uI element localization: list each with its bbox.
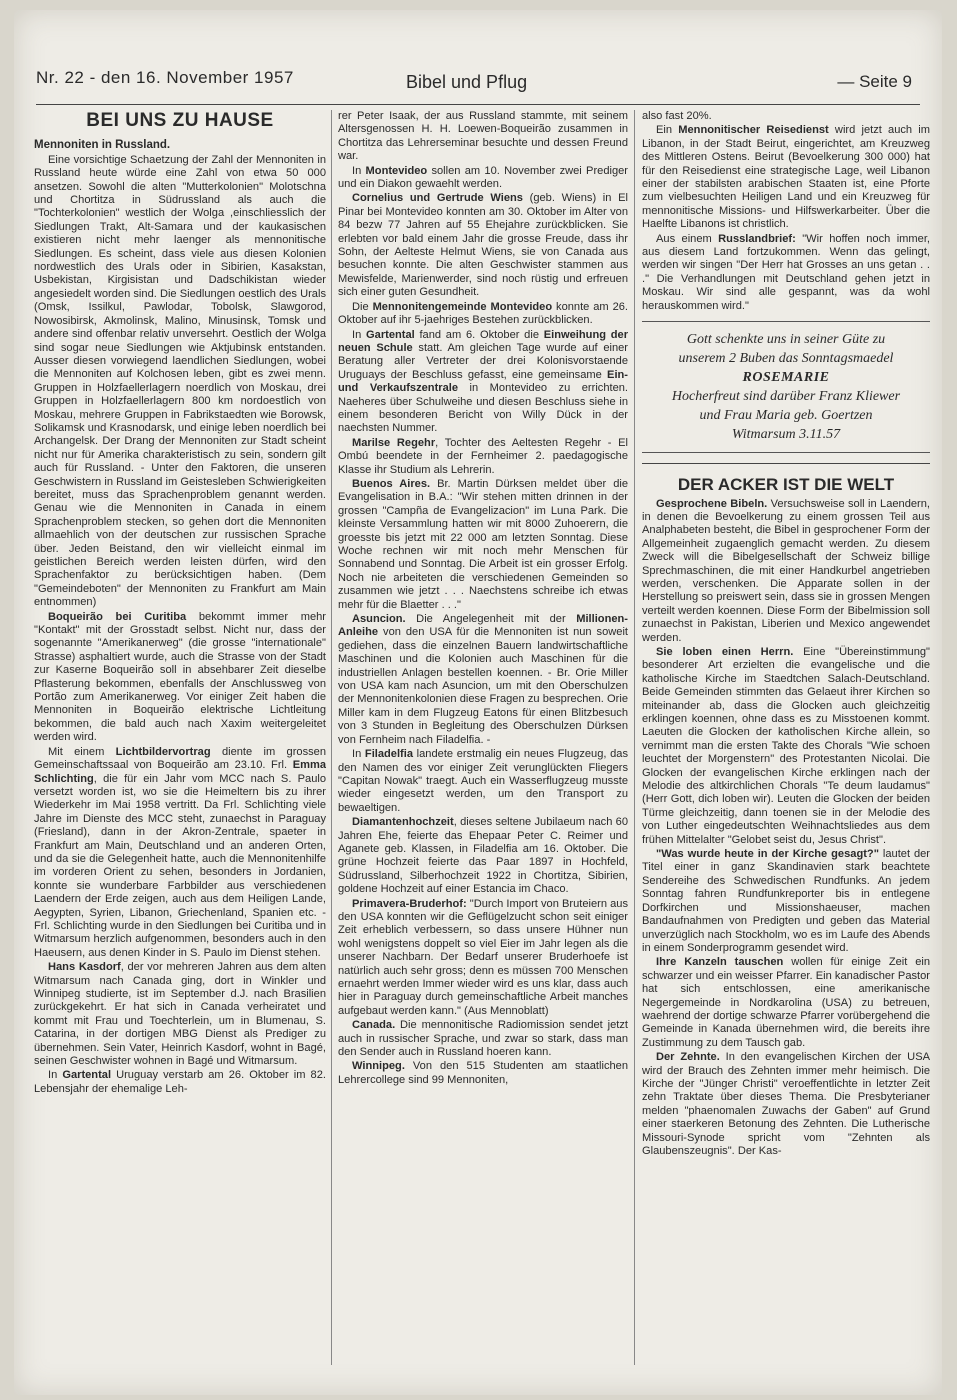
article-text: Uruguay verstarb am 26. Oktober im 82. Lebensjahr der ehemalige Leh- <box>34 1069 326 1095</box>
article-paragraph <box>642 956 930 1050</box>
paper-title: Bibel und Pflug <box>406 72 528 92</box>
article-paragraph <box>642 498 930 645</box>
notice-line: und Frau Maria geb. Goertzen <box>699 408 873 424</box>
article-text: Die <box>352 300 373 313</box>
article-paragraph <box>338 192 628 299</box>
article-text: wollen für einige Zeit ein schwarzer und ein weisser Pfarrer. Ein kanadischer Pastor hat sich entschlossen, eine amerikanische Negergemeinde in Nordkarolina (USA) zu betreuen, waehrend der dortige schwarze Pfarrer vorübergehend die Gemeinde in Kanada übernehmen wird, die bereits ihre Zustimmung zu dem Tausch gab. <box>642 956 930 1049</box>
article-paragraph <box>642 646 930 847</box>
article-lead: Diamantenhochzeit <box>352 816 454 829</box>
article-text: Die mennonitische Radiomission sendet jetzt auch in russischer Sprache, und zwar so stark, dass man den Sender auch in Russland hoeren kann. <box>338 1019 628 1059</box>
article-lead: Der Zehnte. <box>656 1051 720 1064</box>
notice-line: Gott schenkte uns in seiner Güte zu <box>686 332 886 348</box>
column-divider <box>634 110 635 1365</box>
section-heading: DER ACKER IST DIE WELT <box>642 463 930 491</box>
article-text: Von den 515 Studenten am staatlichen Lehrercollege sind 99 Mennoniten, <box>338 1060 628 1086</box>
article-lead: "Was wurde heute in der Kirche gesagt?" <box>656 848 879 861</box>
article-text: Aus einem <box>656 232 719 245</box>
article-lead: Sie loben einen Herrn. <box>656 645 794 658</box>
article-lead: Lichtbildervortrag <box>115 745 211 758</box>
newspaper-page <box>14 10 942 1395</box>
article-lead: Einweihung der neuen Schule <box>338 328 628 354</box>
page-number: — Seite 9 <box>837 72 912 91</box>
article-text: , der vor mehreren Jahren aus dem alten Witmarsum nach Canada ging, dort in Winkler und Winnipeg studierte, ist im September d.J. nach Brasilien zurückgekehrt. Er hat sich in Canada verheiratet und kommt mit Frau und Toechterlein, um in Blumenau, S. Catarina, in der dortigen MBG Dienst als Prediger zu übernehmen. Sein Vater, Heinrich Kasdorf, wohnt in Bagé, seinen Geschwister wohnen in Bagé und Witmarsum. <box>34 961 326 1068</box>
article-lead: Canada. <box>352 1019 396 1032</box>
article-lead: Asuncion. <box>352 613 406 626</box>
article-lead: Filadelfia <box>364 748 414 761</box>
article-lead: Cornelius und Gertrude Wiens <box>352 192 523 205</box>
article-lead: Boqueirão bei Curitiba <box>48 610 187 623</box>
masthead-rule <box>36 104 920 105</box>
article-paragraph <box>338 437 628 477</box>
article-lead: Emma Schlichting <box>34 759 326 785</box>
article-paragraph <box>34 611 326 745</box>
article-paragraph: Eine vorsichtige Schaetzung der Zahl der Mennoniten in Russland heute würde eine Zahl von etwa 50 000 ansetzen. Sowohl die alten "Mutterkolonien" Molotschna und Chortitza in Südrussland als auch die "Tochterkolonien" westlich der Wolga ,einschliesslich der Siedlungen Trakt, Alt-Samara und der kaukasischen existieren nicht mehr laenger als mennonitische Siedlungen. Es scheint, dass viele aus diesen Kolonien nordwestlich des Urals oder in Sibirien, Kasakstan, Usbekistan, Kirgisistan und Dadschikistan wieder angesiedelt worden sind. Die Siedlungen oestlich des Urals (Omsk, Issilkul, Pawlodar, Tobolsk, Slawgorod, Nowosibirsk, Akmolinsk, Malino, Minusinsk, Tomsk und andere sind offenbar relativ unversehrt. Oestlich der Wolga sind sogar neue Siedlungen wie Aktjubinsk entstanden. Ausser diesen vorwiegend laendlichen Siedlungen, wobei die Mennoniten auf Kolchosen leben, gibt es zwei menn. Gruppen in Holzfaellerlagern noerdlich von Moskau, drei Gruppen in Holzfaellerlagern 800 km nordoestlich von Moskau, mehrere Gruppen in Fabrikstaedten wie Borowsk, Solikamsk und Krasnodarsk, und einige leben noerdlich bei Archangelsk. Der Drang der Mennoniten zur Stadt scheint nicht nur für Amerika charakteristisch zu sein, sondern gilt auch für Russland. - Unter den Faktoren, die unseren Geschwistern in Russland im Geistesleben Schwierigkeiten bereitet, muss das Sprachenproblem genannt werden. Genau wie die Mennoniten in Canada in einem Sprachenproblem stecken, so gehen dort die Mennoniten allmaehlich von der deutschen zur russischen Sprache über. Jeden Beistand, den wir vielleicht einmal im geistlichen Bereich werden leisten dürfen, wird den Sprachenfaktor zu berücksichtigen haben. (Dem "Gemeindeboten" der Mennoniten zu Frankfurt am Main entnommen) <box>34 153 326 609</box>
article-lead: Gartental <box>366 328 415 341</box>
article-text: diente im grossen Gemeinschaftssaal von Boqueirão am 23.10. Frl. <box>34 745 326 772</box>
article-lead: Mennonitengemeinde Montevideo <box>372 300 553 313</box>
article-paragraph: rer Peter Isaak, der aus Russland stammte, mit seinem Altersgenossen H. H. Loewen-Boqueirão zusammen in Chortitza das Lehrerseminar besuchte und dessen Freund war. <box>338 110 628 163</box>
column-3 <box>642 110 930 1371</box>
notice-line: Hocherfreut sind darüber Franz Kliewer <box>671 389 901 405</box>
article-paragraph <box>338 1060 628 1087</box>
article-text: "Wir hoffen noch immer, aus diesem Land fortzukommen. Wenn das gelingt, werden wir singen "Der Herr hat Grosses an uns getan . . ." Die Verhandlungen mit Deutschland gehen jetzt in Moskau. Wir sind alle gespannt, was da wohl herauskommen wird." <box>642 232 930 312</box>
article-lead: Winnipeg. <box>352 1060 405 1073</box>
article-text: "Durch Import von Bruteiern aus den USA konnten wir die Geflügelzucht schon seit einiger Zeit erheblich verbessern, so dass unsere Hühner nun wohl wenigstens doppelt so viel Eier im Jahr legen als die unserer Nachbarn. Der Bedarf unserer Bruderhoefe ist natürlich auch sehr gross; denn es müssen 700 Menschen ernaehrt werden Immer wieder wird es uns klar, dass auch hier in Paraguay durch gemeinschaftliche Arbeit manches aufgebaut werden kann." (Aus Mennoblatt) <box>338 897 628 1017</box>
article-paragraph <box>34 961 326 1068</box>
article-paragraph <box>338 1019 628 1059</box>
column-divider <box>331 110 332 1365</box>
article-lead: Mennonitischer Reisedienst <box>678 124 829 137</box>
birth-announcement <box>642 321 930 453</box>
article-text: konnte am 26. Oktober auf ihr 5-jaehriges Bestehen zurückblicken. <box>338 300 628 327</box>
article-text: wird jetzt auch im Libanon, in der Stadt Beirut, eingerichtet, am Kreuzweg des Mittleren Ostens. Beirut (Bevoelkerung 300 000) hat für den Reisedienst eine strategische Lage, weil Libanon einer der stabilsten arabischen Staaten ist, eine Pforte zum vielbesuchten Heiligen Land und ein Kreuzweg für mennonitische Missions- und Hilfswerkarbeiter. Über die Haelfte Libanons ist christlich. <box>642 124 930 231</box>
article-lead: Russlandbrief: <box>718 232 796 245</box>
article-text: Die Angelegenheit mit der <box>405 613 577 626</box>
article-text: sollen am 10. November zwei Prediger und ein Diakon gewaehlt werden. <box>338 164 628 191</box>
article-text: In <box>352 328 367 341</box>
article-paragraph <box>338 613 628 747</box>
article-text: (geb. Wiens) in El Pinar bei Montevideo konnten am 30. Oktober im Alter von 84 bezw 77 Jahren auf 55 Ehejahre zurückblicken. Sie erlebten vor bald einem Jahr die grosse Freude, dass ihr Sohn, der Aelteste Helmut Wiens, sie von Canada aus besuchen konnte. Die alten Geschwister stammen aus Mewisfelde, Marienwerder, sind noch rüstig und erfreuen sich einer guten Gesundheit. <box>338 192 628 299</box>
article-paragraph: also fast 20%. <box>642 110 712 122</box>
article-text: Ein <box>656 124 679 137</box>
article-paragraph <box>338 748 628 815</box>
article-lead: Ein- und Verkaufszentrale <box>338 368 628 395</box>
article-paragraph <box>338 329 628 436</box>
column-1 <box>34 110 326 1371</box>
article-text: von den USA für die Mennoniten ist nun soweit gediehen, dass die einzelnen Bauern landwirtschaftliche Maschinen und die Kolonien auch Maschinen für die industriellen Anlagen bestellen koennen. - Br. Orie Miller von USA kam nach Asuncion, um mit den Oberschulzen der Mennonitenkolonien diese Fragen zu besprechen. Orie Miller kam in dem Flugzeug Eatons für einen Blitzbesuch von 3 Stunden in Begleitung des Oberschulzen Dürksen von Fernheim nach Filadelfia. - <box>338 626 628 746</box>
article-text: Eine "Übereinstimmung" besonderer Art erzielten die evangelische und die katholische Kirche im Staedtchen Salach-Deutschland. Beide Gemeinden stimmten das Gelaeut ihrer Kirchen so miteinander ab, dass die Glocken auch gleichzeitig erklingen koennen, ohne dass es zu Misstoenen kommt. Laeuten die Glocken der katholischen Kirche allein, so vernimmt man die ersten Takte des Chorals "Wie schoen leuchtet der Morgenstern" des Protestanten Nicolai. Die Glocken der evangelischen Kirche erklingen nach der Melodie des altkirchlichen Chorals "Te deum laudamus" (Herr Gott, dich loben wir). Leuten die Glocken der beiden Türme gleichzeitig, dann toenen sie in der Melodie des von Luther eingedeutschten Weihnachtsliedes aus dem frühen Mittelalter "Gelobet seist du, Jesus Christ". <box>642 645 930 846</box>
notice-child-name: ROSEMARIE <box>742 370 830 386</box>
article-subhead: Mennoniten in Russland. <box>34 139 171 152</box>
article-lead: Hans Kasdorf <box>48 961 121 974</box>
article-text: in Montevideo zu errichten. Naeheres über Schulweihe und diesen Beschluss siehe in einem besonderen Bericht von Willy Dück in der naechsten Nummer. <box>338 382 628 435</box>
article-text: Br. Martin Dürksen meldet über die Evangelisation in B.A.: "Wir stehen mitten drinnen in der grossen "Campña de Evangelizacion" im Luna Park. Die kleinste Versammlung hatten wir mit 8000 Zuhoerern, die groesste bis jetzt mit 22 000 am letzten Sonntag. Diese Woche rechnen wir mit noch mehr Menschen für Sonnabend und Sonntag. Die Arbeit ist ein grosser Erfolg. Noch nie arbeiteten die verschiedenen Gemeinden so zusammen wie jetzt . . . Naechstens schreibe ich etwas mehr für die Blaetter . . ." <box>338 477 628 611</box>
notice-line: unserem 2 Buben das Sonntagsmaedel <box>678 351 894 367</box>
article-paragraph <box>338 816 628 896</box>
article-text: In <box>48 1069 63 1082</box>
section-heading: BEI UNS ZU HAUSE <box>86 110 274 131</box>
issue-date: Nr. 22 - den 16. November 1957 <box>36 68 294 87</box>
article-lead: Millionen-Anleihe <box>338 613 628 639</box>
article-paragraph <box>642 848 930 955</box>
article-paragraph <box>338 165 628 192</box>
article-text: , die für ein Jahr vom MCC nach S. Paulo versetzt worden ist, wo sie die Heimeltern bis zu ihrer Wiederkehr im Mai 1958 vertritt. Da Frl. Schlichting viele Jahre im Dienste des MCC steht, zunaechst in Paraguay (Friesland), dann in der Akron-Zentrale, spaeter in Frankfurt am Main, Deutschland und an anderen Orten, und da sie die Gelegenheit hatte, auch die Mennonitenhilfe im vorderen Orient zu sehen, besonders in Jordanien, konnte sie wunderbare Farbbilder aus verschiedenen Laendern der Erde zeigen, auch aus dem Heiligen Lande, Aegypten, Syrien, Libanon, Griechenland, Spanien etc. - Frl. Schlichting wurde in den Siedlungen bei Curitiba und in Witmarsum herzlich aufgenommen, besonders auch in den Haeusern, aus denen Kinder in S. Paulo im Dienst stehen. <box>34 772 326 959</box>
column-2 <box>338 110 628 1371</box>
article-text: statt. Am gleichen Tage wurde auf einer Beratung aller Vertreter der drei Kolonisvorstaende Uruguays der Beschluss gefasst, eine gemeinsame <box>338 341 628 381</box>
article-paragraph <box>34 746 326 961</box>
masthead <box>36 62 920 102</box>
article-text: , Tochter des Aeltesten Regehr - El Ombú beendete in der Fernheimer 2. paedagogische Klasse ihr Studium als Lehrerin. <box>338 436 628 476</box>
article-paragraph <box>642 233 930 313</box>
article-text: bekommt immer mehr "Kontakt" mit der Grosstadt selbst. Nicht nur, dass der sogenannte "Amerikanerweg" (die grosse "internationale" Strasse) asphaltiert wurde, auch die Strasse von der Stadt zur Kaserne Boqueirão soll in absehbarer Zeit dieselbe Pflasterung bekommen, ebenfalls der Anschlussweg von Portão zum Amerikanerweg. Vor einiger Zeit haben die Mennoniten in Boqueirão elektrische Lichtleitung bekommen, die bald auch nach Xaxim weitergeleitet werden wird. <box>34 610 326 744</box>
article-text: Mit einem <box>48 745 116 758</box>
notice-line: Witmarsum 3.11.57 <box>731 427 841 443</box>
article-paragraph <box>338 898 628 1019</box>
article-paragraph <box>338 301 628 328</box>
article-lead: Primavera-Bruderhof: <box>352 897 467 910</box>
article-lead: Buenos Aires. <box>352 477 431 490</box>
article-text: In <box>352 164 366 177</box>
article-paragraph <box>34 1069 326 1096</box>
article-text: , dieses seltene Jubilaeum nach 60 Jahren Ehe, feierte das Ehepaar Peter C. Reimer und Aganete geb. Klassen, in Filadelfia am 16. Oktober. Die grüne Hochzeit feierte das Paar 1897 in Hochfeld, Südrussland, Silberhochzeit 1922 in Chortitza, Sibirien, goldene Hochzeit auf einer Estancia im Chaco. <box>338 816 628 896</box>
article-lead: Gesprochene Bibeln. <box>656 497 768 510</box>
article-paragraph <box>338 478 628 612</box>
article-text: Versuchsweise soll in Laendern, in denen die Bevoelkerung zu einem grossen Teil aus Analphabeten besteht, die Bibel in gesprochener Form der Allgemeinheit zugaenglich gemacht werden. Zu diesem Zweck will die Bibelgesellschaft der Schweiz billige Sprechmaschinen, die mit einer Handkurbel angetrieben werden, verschenken. Die Apparate sollen in der Herstellung so preiswert sein, dass sie in grossen Mengen verteilt werden koennen. Diese Form der Bibelmission soll zunaechst in Pakistan, Liberien und Mexico angewendet werden. <box>642 497 930 644</box>
article-lead: Gartental <box>62 1069 112 1082</box>
article-paragraph <box>642 124 930 231</box>
article-lead: Montevideo <box>365 164 428 177</box>
article-text: In <box>352 748 365 761</box>
article-lead: Ihre Kanzeln tauschen <box>656 956 784 969</box>
article-lead: Marilse Regehr <box>352 436 436 449</box>
article-paragraph <box>642 1051 930 1158</box>
article-text: landete erstmalig ein neues Flugzeug, das den Namen des vor einiger Zeit verunglückten Fliegers "Capitan Nowak" traegt. Auch ein Wasserflugzeug musste wieder eingesetzt werden, um den Transport zu bewaeltigen. <box>338 748 628 814</box>
article-text: In den evangelischen Kirchen der USA wird der Brauch des Zehnten immer mehr heimisch. Die Kirche der "Jünger Christi" veroeffentlichte in letzter Zeit zehn Traktate über dieses Thema. Die Presbyterianer melden "phaenomalen Zuwachs der Gaben" auf Grund einer staerkeren Betonung des Zehnten. Die Lutherische Missouri-Synode spricht vom "Zehnten als Glaubenszeugnis". Der Kas- <box>642 1051 930 1157</box>
article-text: lautet der Titel einer in ganz Skandinavien stark beachtete Sendereihe des Schwedischen Rundfunks. An jedem Sonntag fahren Rundfunkreporter bis in entlegene Dorfkirchen und Missionshaeuser, machen Bandaufnahmen von Predigten und geben das Material unverzüglich nach Stockholm, wo es im Laufe des Abends in einem Sonderprogramm gesendet wird. <box>642 848 930 954</box>
article-text: fand am 6. Oktober die <box>414 328 544 341</box>
